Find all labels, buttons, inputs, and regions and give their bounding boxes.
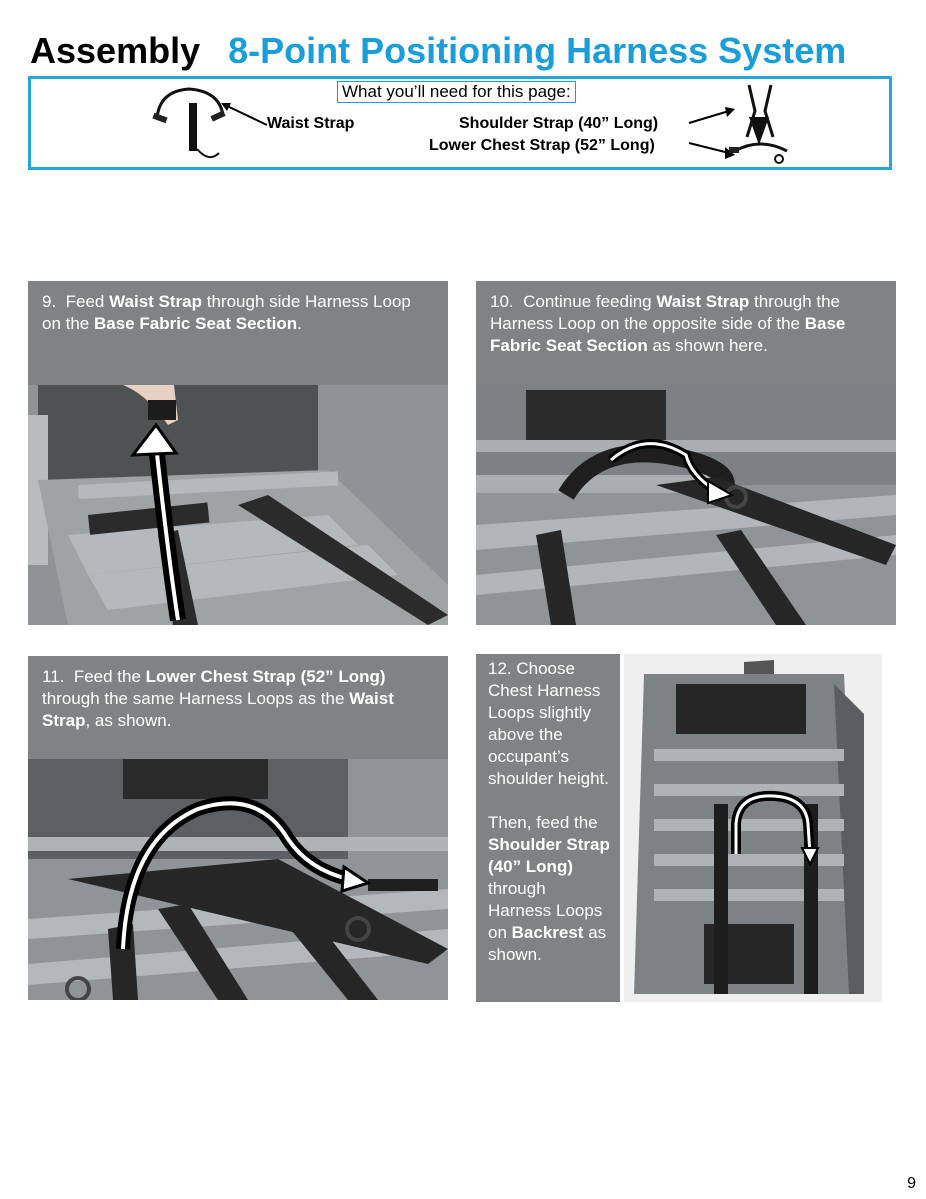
needs-box [28,76,892,170]
page-title [30,30,846,74]
title-harness-system: 8-Point Positioning Harness System [228,30,847,71]
lower-chest-strap-label: Lower Chest Strap (52” Long) [429,137,655,154]
step-12-caption [476,654,620,1002]
step-12-photo [624,654,882,1002]
step-9-caption: 9. Feed Waist Strap through side Harness Loop on the Base Fabric Seat Section. [28,281,448,385]
title-assembly: Assembly [30,30,201,71]
term-waist-strap: Waist Strap [656,292,750,311]
step-10-caption: 10. Continue feeding Waist Strap through the Harness Loop on the opposite side of the Base Fabric Seat Section as shown here. [476,281,896,385]
step-9-photo [28,385,448,625]
term-base-fabric-seat-section: Base Fabric Seat Section [94,314,298,333]
shoulder-harness-icon [725,81,795,169]
step-12-line1: 12. Choose Chest Harness Loops slightly above the occupant’s shoulder height. [488,659,609,788]
term-backrest: Backrest [511,923,584,942]
needs-label: What you’ll need for this page: [337,81,576,103]
step-12-line2: Then, feed the Shoulder Strap (40” Long) through Harness Loops on Backrest as shown. [488,813,610,964]
term-shoulder-strap: Shoulder Strap (40” Long) [488,835,610,876]
shoulder-strap-label: Shoulder Strap (40” Long) [459,115,659,132]
waist-strap-label: Waist Strap [267,115,355,132]
term-lower-chest-strap: Lower Chest Strap (52” Long) [145,667,386,686]
step-11-photo [28,759,448,1000]
term-waist-strap: Waist Strap [42,689,394,730]
term-waist-strap: Waist Strap [109,292,203,311]
step-10-photo [476,385,896,625]
step-11-caption: 11. Feed the Lower Chest Strap (52” Long) through the same Harness Loops as the Waist Strap, as shown. [28,656,448,759]
term-base-fabric-seat-section: Base Fabric Seat Section [490,314,846,355]
page-number: 9 [907,1175,916,1192]
arrow-waist-icon [217,99,269,129]
